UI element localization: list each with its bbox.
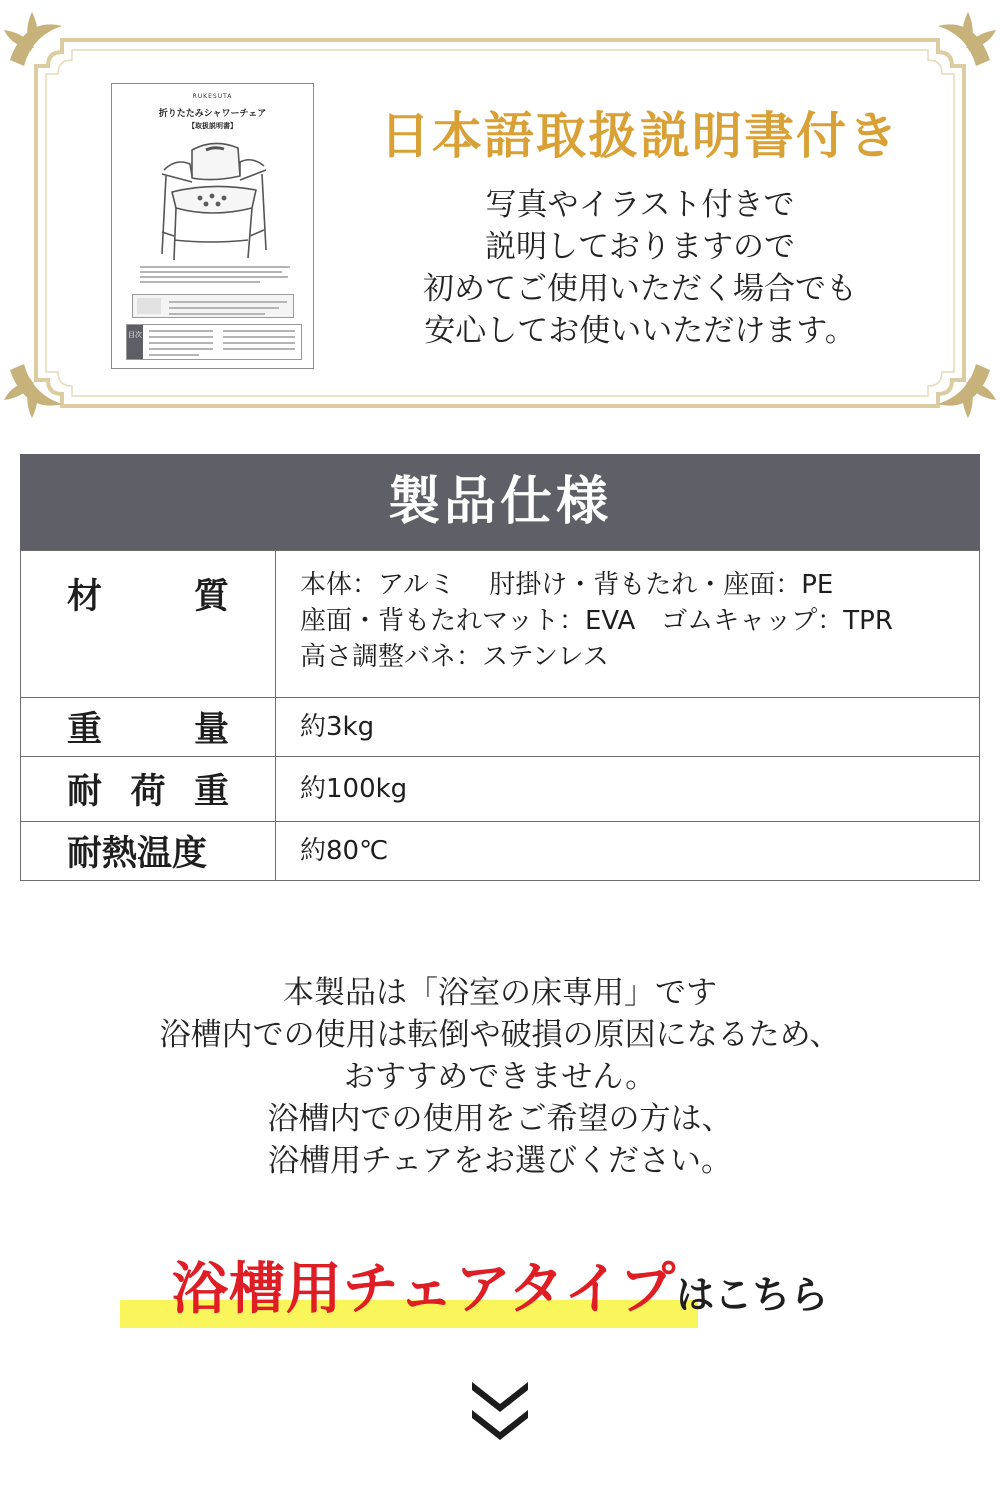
spec-row-weight — [21, 698, 980, 757]
spec-value-line: 約80℃ — [300, 836, 389, 866]
intro-description — [360, 184, 920, 352]
manual-table-of-contents — [126, 324, 302, 360]
intro-line: 安心してお使いいただけます。 — [424, 313, 856, 349]
spec-label-material — [21, 551, 276, 698]
spec-row-material — [21, 551, 980, 698]
notice-line: おすすめできません。 — [343, 1059, 657, 1095]
manual-sg-mark-box — [132, 294, 294, 318]
spec-label-char: 質 — [193, 577, 229, 617]
spec-label-heat-resistance — [21, 822, 276, 881]
spec-row-load-capacity — [21, 757, 980, 822]
bathtub-chair-link[interactable] — [0, 1245, 1000, 1325]
spec-label-char: 耐 — [67, 772, 103, 812]
notice-line: 浴槽用チェアをお選びください。 — [267, 1143, 733, 1179]
spec-value-line: 高さ調整バネ：ステンレス — [300, 642, 609, 672]
notice-line: 浴槽内での使用をご希望の方は、 — [267, 1101, 733, 1137]
usage-notice — [0, 972, 1000, 1182]
spec-value-load-capacity — [276, 757, 980, 822]
manual-included-heading: 日本語取扱説明書付き — [380, 106, 900, 165]
double-chevron-down-icon[interactable] — [470, 1380, 530, 1442]
manual-body-text-lines — [140, 266, 290, 286]
manual-subtitle: 【取扱説明書】 — [188, 122, 237, 130]
manual-thumbnail — [111, 83, 314, 369]
spec-label-char: 量 — [193, 710, 229, 750]
cta-highlight-text[interactable]: 浴槽用チェアタイプ — [171, 1256, 677, 1322]
sg-mark-graphic — [137, 298, 161, 314]
intro-line: 説明しておりますので — [485, 229, 795, 265]
corner-ornament-top-left — [4, 12, 62, 66]
spec-section-title: 製品仕様 — [20, 454, 980, 550]
spec-value-line: 本体：アルミ 肘掛け・背もたれ・座面：PE — [300, 570, 834, 600]
spec-value-line: 約3kg — [300, 712, 375, 742]
spec-label-weight — [21, 698, 276, 757]
notice-line: 浴槽内での使用は転倒や破損の原因になるため、 — [159, 1017, 841, 1053]
manual-title: 折りたたみシャワーチェア — [158, 109, 267, 119]
corner-ornament-top-right — [938, 12, 996, 66]
spec-value-weight — [276, 698, 980, 757]
spec-value-line: 約100kg — [300, 774, 408, 804]
spec-row-heat-resistance — [21, 822, 980, 881]
intro-line: 初めてご使用いただく場合でも — [423, 271, 857, 307]
notice-line: 本製品は「浴室の床専用」です — [283, 975, 717, 1011]
spec-label-char: 重 — [67, 710, 103, 750]
spec-table — [20, 550, 980, 881]
manual-toc-label: 目次 — [127, 325, 143, 359]
spec-label-char: 耐熱温度 — [67, 834, 208, 874]
spec-label-char: 荷 — [130, 772, 166, 812]
spec-label-load-capacity — [21, 757, 276, 822]
manual-brand: RUKESUTA — [192, 93, 233, 100]
spec-value-line: 座面・背もたれマット：EVA ゴムキャップ：TPR — [300, 606, 893, 636]
cta-suffix-text[interactable]: はこちら — [676, 1272, 829, 1317]
spec-label-char: 重 — [193, 772, 229, 812]
spec-value-material — [276, 551, 980, 698]
spec-label-char: 材 — [67, 577, 103, 617]
intro-line: 写真やイラスト付きで — [485, 187, 795, 223]
spec-value-heat-resistance — [276, 822, 980, 881]
shower-chair-illustration — [152, 136, 276, 261]
